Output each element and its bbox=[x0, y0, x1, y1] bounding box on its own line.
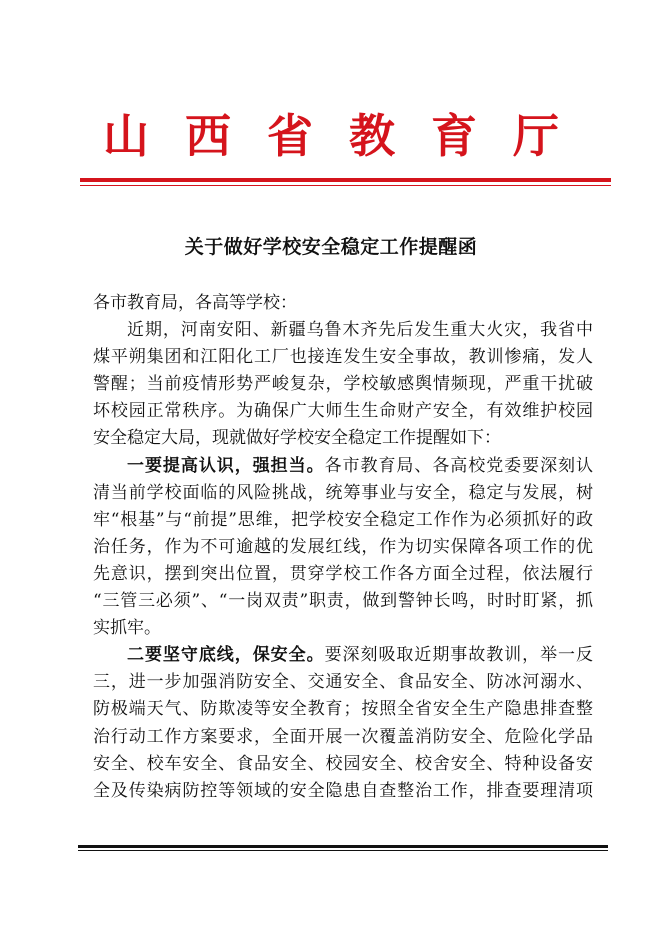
paragraph-line: “三管三必须”、“一岗双责”职责，做到警钟长鸣，时时盯紧，抓 bbox=[93, 591, 593, 612]
letterhead-rule-thin bbox=[80, 185, 611, 186]
paragraph-line: 煤平朔集团和江阳化工厂也接连发生安全事故，教训惨痛，发人 bbox=[93, 347, 593, 368]
section-heading: 一要提高认识，强担当。 bbox=[127, 455, 325, 476]
letterhead-char: 省 bbox=[267, 109, 313, 163]
letterhead-char: 西 bbox=[185, 109, 231, 163]
paragraph-line: 三，进一步加强消防安全、交通安全、食品安全、防冰河溺水、 bbox=[93, 672, 593, 693]
section-text: 各市教育局、各高校党委要深刻认 bbox=[324, 455, 594, 476]
paragraph-line: 治任务，作为不可逾越的发展红线，作为切实保障各项工作的优 bbox=[93, 536, 593, 557]
salutation: 各市教育局，各高等学校： bbox=[93, 293, 297, 313]
paragraph-line: 清当前学校面临的风险挑战，统筹事业与安全，稳定与发展，树 bbox=[93, 482, 593, 503]
letterhead-rule-thick bbox=[80, 178, 611, 182]
document-body bbox=[93, 290, 593, 805]
letterhead-char: 厅 bbox=[513, 109, 559, 163]
paragraph-line: 安全、校车安全、食品安全、校园安全、校舍安全、特种设备安 bbox=[93, 753, 593, 774]
section-first-line bbox=[93, 453, 593, 480]
section-heading: 二要坚守底线，保安全。 bbox=[127, 645, 325, 666]
paragraph-line: 近期，河南安阳、新疆乌鲁木齐先后发生重大火灾，我省中 bbox=[127, 320, 593, 341]
section-text: 要深刻吸取近期事故教训，举一反 bbox=[324, 645, 594, 666]
paragraph-line: 先意识，摆到突出位置，贯穿学校工作各方面全过程，依法履行 bbox=[93, 563, 593, 584]
paragraph-line: 防极端天气、防欺凌等安全教育；按照全省安全生产隐患排查整 bbox=[93, 699, 593, 720]
paragraph-line: 治行动工作方案要求，全面开展一次覆盖消防安全、危险化学品 bbox=[93, 726, 593, 747]
document-title: 关于做好学校安全稳定工作提醒函 bbox=[184, 236, 478, 258]
letterhead bbox=[0, 106, 662, 166]
paragraph-line: 实抓牢。 bbox=[93, 618, 161, 639]
footer-rule-thin bbox=[78, 850, 608, 851]
letterhead-char: 教 bbox=[349, 109, 395, 163]
paragraph-line: 安全稳定大局，现就做好学校安全稳定工作提醒如下： bbox=[93, 428, 501, 449]
letterhead-char: 山 bbox=[103, 109, 149, 163]
paragraph-line: 警醒；当前疫情形势严峻复杂，学校敏感舆情频现，严重干扰破 bbox=[93, 374, 593, 395]
section-first-line bbox=[93, 642, 593, 669]
paragraph-line: 牢“根基”与“前提”思维，把学校安全稳定工作作为必须抓好的政 bbox=[93, 509, 593, 530]
paragraph-line: 坏校园正常秩序。为确保广大师生生命财产安全，有效维护校园 bbox=[93, 401, 593, 422]
letterhead-char: 育 bbox=[431, 109, 477, 163]
paragraph-line: 全及传染病防控等领域的安全隐患自查整治工作，排查要理清项 bbox=[93, 780, 593, 801]
footer-rule-thick bbox=[78, 845, 608, 848]
